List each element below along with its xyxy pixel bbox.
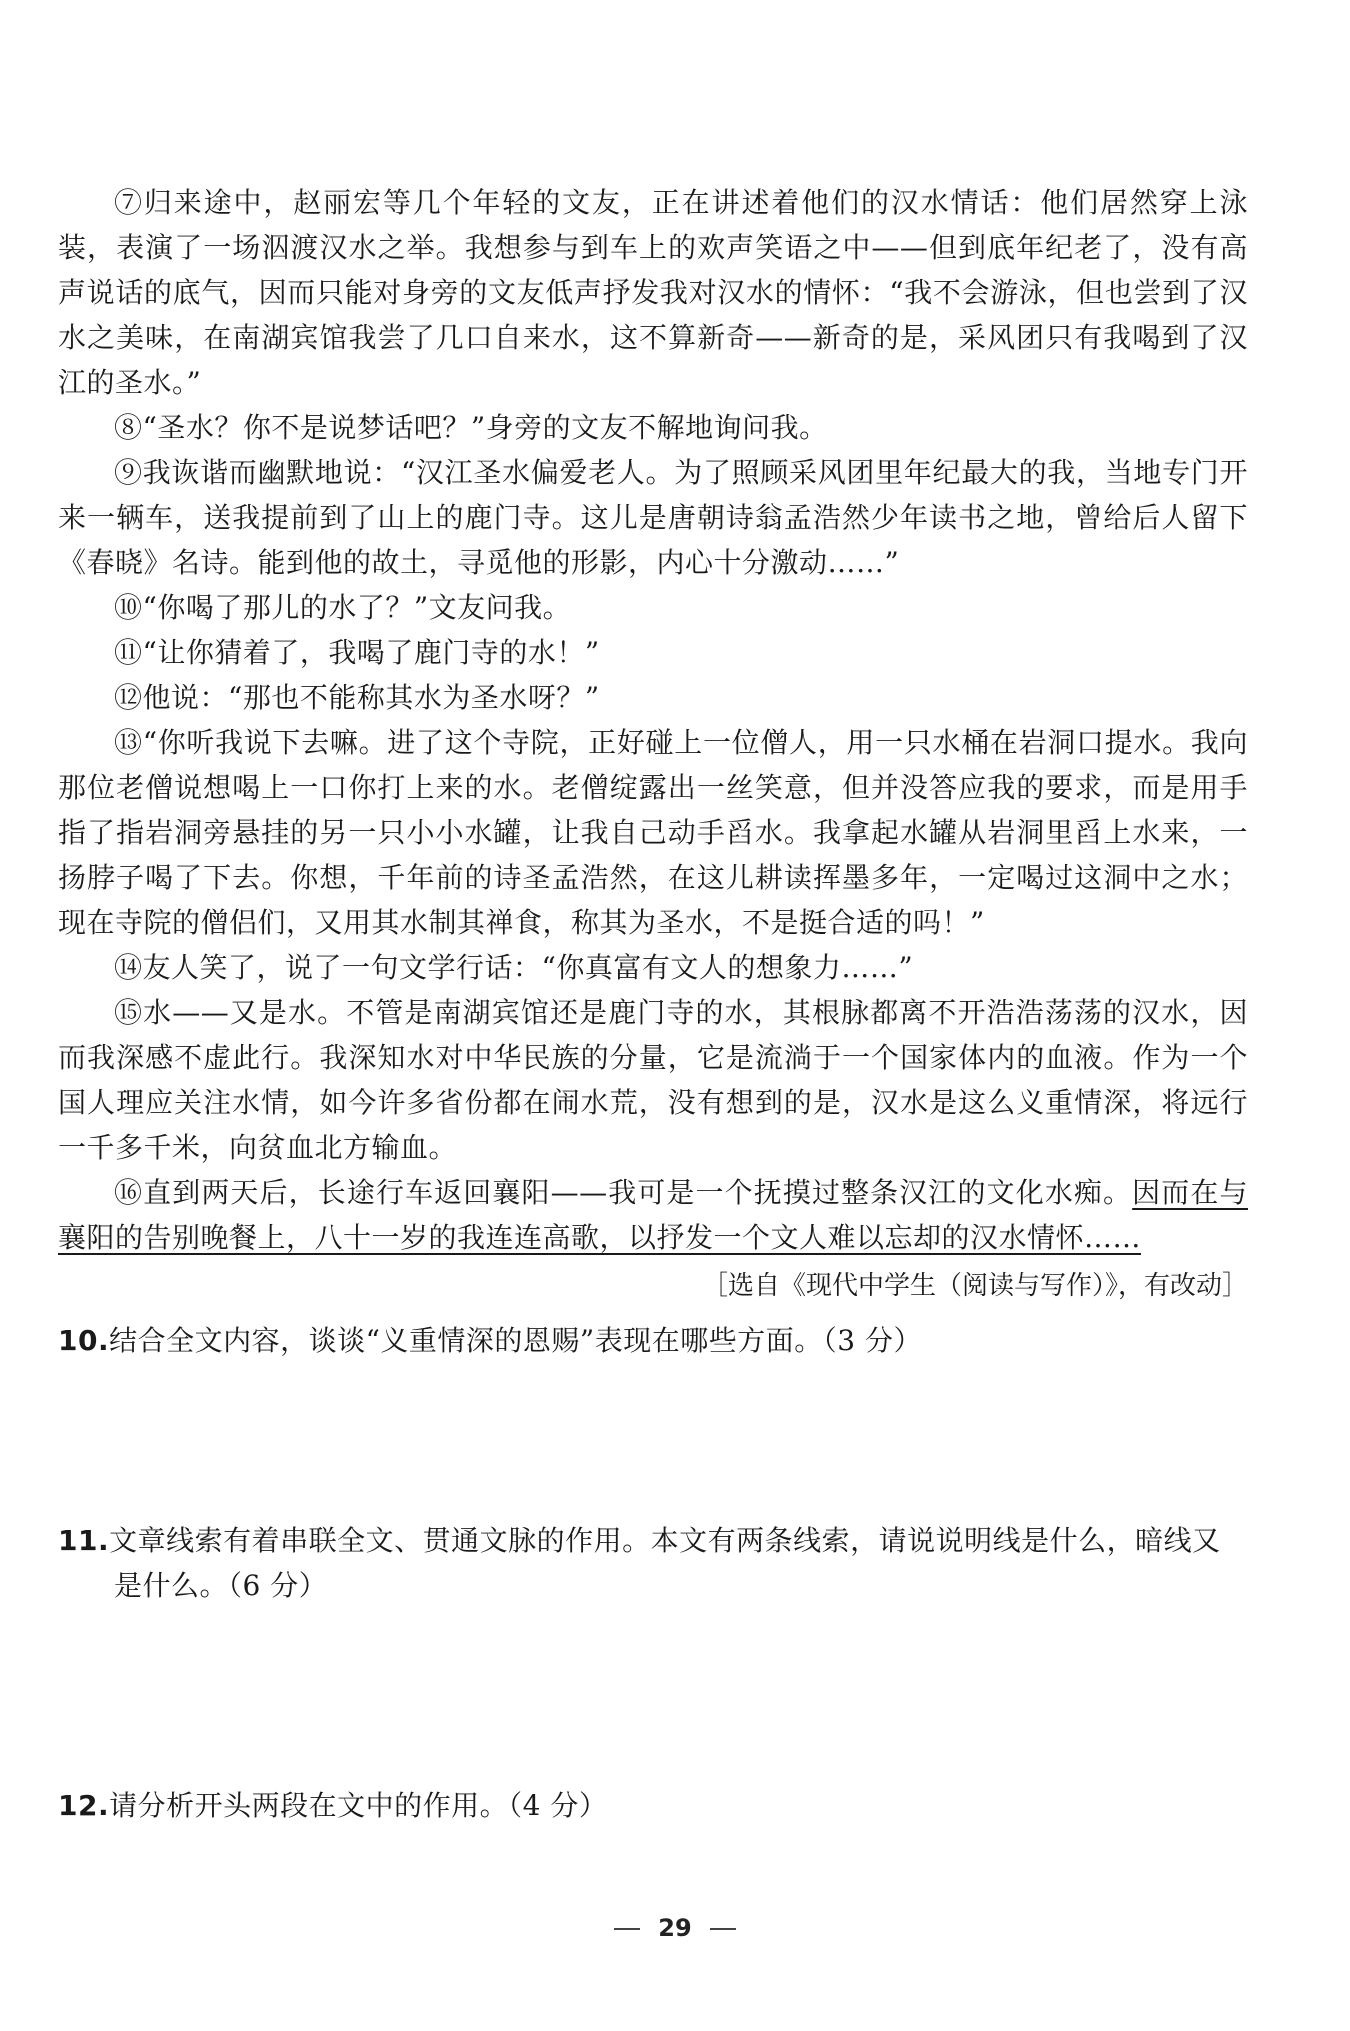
paragraph-16-underlined: 因而在与襄阳的告别晚餐上，八十一岁的我连连高歌，以抒发一个文人难以忘却的汉水情怀…… [58,1176,1248,1254]
question-text: 结合全文内容，谈谈“义重情深的恩赐”表现在哪些方面。（3 分） [109,1324,922,1357]
question-12 [58,1783,1248,1828]
question-number: 11. [58,1524,110,1557]
question-10 [58,1318,1248,1363]
article-page [58,180,1248,1828]
page-number [0,1914,1350,1942]
paragraph-16-plain: ⑯直到两天后，长途行车返回襄阳——我可是一个抚摸过整条汉江的文化水痴。 [114,1176,1133,1209]
paragraph-9: ⑨我诙谐而幽默地说：“汉江圣水偏爱老人。为了照顾采风团里年纪最大的我，当地专门开来一辆车，送我提前到了山上的鹿门寺。这儿是唐朝诗翁孟浩然少年读书之地，曾给后人留下《春晓》名诗。能到他的故土，寻觅他的形影，内心十分激动……” [58,456,1248,579]
source-citation: ［选自《现代中学生（阅读与写作）》，有改动］ [701,1271,1248,1301]
paragraph-14: ⑭友人笑了，说了一句文学行话：“你真富有文人的想象力……” [114,951,914,984]
page-number-value: 29 [658,1914,692,1942]
paragraph-10: ⑩“你喝了那儿的水了？”文友问我。 [114,591,572,624]
paragraph-12: ⑫他说：“那也不能称其水为圣水呀？” [114,681,600,714]
question-number: 10. [58,1324,110,1357]
question-text: 文章线索有着串联全文、贯通文脉的作用。本文有两条线索，请说说明线是什么，暗线又是什么。（6 分） [109,1524,1221,1602]
question-number: 12. [58,1789,110,1822]
question-text: 请分析开头两段在文中的作用。（4 分） [109,1789,608,1822]
paragraph-8: ⑧“圣水？你不是说梦话吧？”身旁的文友不解地询问我。 [114,411,828,444]
page-number-dash-right [710,1928,736,1930]
paragraph-11: ⑪“让你猜着了，我喝了鹿门寺的水！” [114,636,600,669]
paragraph-16 [58,1170,1248,1260]
paragraph-15: ⑮水——又是水。不管是南湖宾馆还是鹿门寺的水，其根脉都离不开浩浩荡荡的汉水，因而我深感不虚此行。我深知水对中华民族的分量，它是流淌于一个国家体内的血液。作为一个国人理应关注水情，如今许多省份都在闹水荒，没有想到的是，汉水是这么义重情深，将远行一千多千米，向贫血北方输血。 [58,996,1248,1164]
question-11 [58,1518,1248,1608]
page-number-dash-left [614,1928,640,1930]
paragraph-7: ⑦归来途中，赵丽宏等几个年轻的文友，正在讲述着他们的汉水情话：他们居然穿上泳装，表演了一场泅渡汉水之举。我想参与到车上的欢声笑语之中——但到底年纪老了，没有高声说话的底气，因而只能对身旁的文友低声抒发我对汉水的情怀：“我不会游泳，但也尝到了汉水之美味，在南湖宾馆我尝了几口自来水，这不算新奇——新奇的是，采风团只有我喝到了汉江的圣水。” [58,186,1248,399]
paragraph-13: ⑬“你听我说下去嘛。进了这个寺院，正好碰上一位僧人，用一只水桶在岩洞口提水。我向那位老僧说想喝上一口你打上来的水。老僧绽露出一丝笑意，但并没答应我的要求，而是用手指了指岩洞旁悬挂的另一只小小水罐，让我自己动手舀水。我拿起水罐从岩洞里舀上水来，一扬脖子喝了下去。你想，千年前的诗圣孟浩然，在这儿耕读挥墨多年，一定喝过这洞中之水；现在寺院的僧侣们，又用其水制其禅食，称其为圣水，不是挺合适的吗！” [58,726,1248,939]
